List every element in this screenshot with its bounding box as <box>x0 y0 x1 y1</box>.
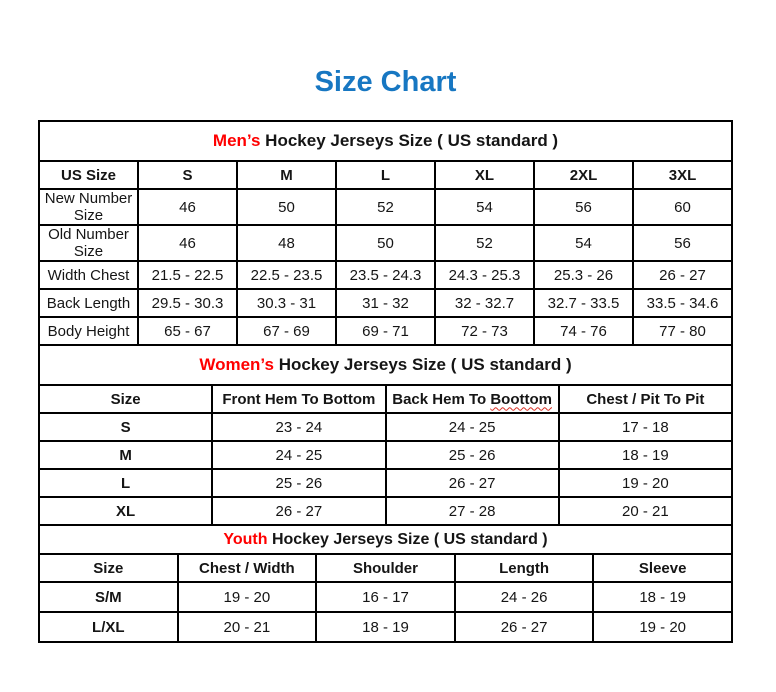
womens-data-cell: 19 - 20 <box>559 469 732 497</box>
mens-table-row <box>39 317 732 345</box>
mens-data-cell: 22.5 - 23.5 <box>237 261 336 289</box>
mens-section-banner <box>39 121 732 161</box>
youth-row-label: S/M <box>39 582 178 612</box>
womens-row-label: S <box>39 413 212 441</box>
womens-data-cell: 25 - 26 <box>212 469 385 497</box>
youth-column-header: Shoulder <box>316 554 455 582</box>
womens-banner-text: Hockey Jerseys Size ( US standard ) <box>273 355 572 374</box>
mens-table-row <box>39 189 732 225</box>
mens-data-cell: 56 <box>534 189 633 225</box>
womens-data-cell: 17 - 18 <box>559 413 732 441</box>
womens-column-header: Front Hem To Bottom <box>212 385 385 413</box>
youth-column-header: Sleeve <box>593 554 732 582</box>
womens-data-cell: 18 - 19 <box>559 441 732 469</box>
youth-data-cell: 16 - 17 <box>316 582 455 612</box>
mens-data-cell: 54 <box>435 189 534 225</box>
womens-size-table <box>38 344 733 526</box>
womens-table-row <box>39 497 732 525</box>
youth-data-cell: 18 - 19 <box>316 612 455 642</box>
mens-data-cell: 23.5 - 24.3 <box>336 261 435 289</box>
youth-banner-highlight: Youth <box>223 530 268 548</box>
youth-size-table <box>38 524 733 643</box>
youth-column-header: Length <box>455 554 594 582</box>
youth-data-cell: 24 - 26 <box>455 582 594 612</box>
mens-row-label: Old Number Size <box>39 225 138 261</box>
mens-data-cell: 56 <box>633 225 732 261</box>
mens-table-row <box>39 289 732 317</box>
mens-data-cell: 30.3 - 31 <box>237 289 336 317</box>
youth-section-banner <box>39 525 732 554</box>
womens-column-header: Back Hem To Boottom <box>386 385 559 413</box>
youth-data-cell: 26 - 27 <box>455 612 594 642</box>
youth-data-cell: 18 - 19 <box>593 582 732 612</box>
mens-data-cell: 46 <box>138 189 237 225</box>
womens-table-row <box>39 469 732 497</box>
womens-table-row <box>39 413 732 441</box>
mens-data-cell: 52 <box>336 189 435 225</box>
womens-row-label: XL <box>39 497 212 525</box>
womens-table-row <box>39 441 732 469</box>
mens-data-cell: 26 - 27 <box>633 261 732 289</box>
mens-data-cell: 74 - 76 <box>534 317 633 345</box>
mens-data-cell: 72 - 73 <box>435 317 534 345</box>
mens-row-label: Width Chest <box>39 261 138 289</box>
mens-data-cell: 50 <box>336 225 435 261</box>
womens-data-cell: 26 - 27 <box>386 469 559 497</box>
womens-row-label: L <box>39 469 212 497</box>
womens-column-header: Size <box>39 385 212 413</box>
womens-banner-highlight: Women’s <box>199 355 274 374</box>
mens-data-cell: 21.5 - 22.5 <box>138 261 237 289</box>
mens-data-cell: 50 <box>237 189 336 225</box>
youth-column-header: Chest / Width <box>178 554 317 582</box>
mens-data-cell: 48 <box>237 225 336 261</box>
womens-data-cell: 26 - 27 <box>212 497 385 525</box>
mens-column-header: S <box>138 161 237 189</box>
womens-data-cell: 25 - 26 <box>386 441 559 469</box>
mens-column-header: M <box>237 161 336 189</box>
womens-row-label: M <box>39 441 212 469</box>
mens-data-cell: 67 - 69 <box>237 317 336 345</box>
mens-banner-highlight: Men’s <box>212 131 261 150</box>
size-chart-tables <box>38 120 733 643</box>
womens-data-cell: 24 - 25 <box>386 413 559 441</box>
youth-data-cell: 20 - 21 <box>178 612 317 642</box>
womens-section-banner <box>39 345 732 385</box>
mens-data-cell: 69 - 71 <box>336 317 435 345</box>
mens-size-table <box>38 120 733 346</box>
youth-table-row <box>39 582 732 612</box>
mens-data-cell: 25.3 - 26 <box>534 261 633 289</box>
mens-data-cell: 31 - 32 <box>336 289 435 317</box>
mens-banner-text: Hockey Jerseys Size ( US standard ) <box>260 131 559 150</box>
mens-data-cell: 24.3 - 25.3 <box>435 261 534 289</box>
womens-column-header: Chest / Pit To Pit <box>559 385 732 413</box>
mens-column-header: 2XL <box>534 161 633 189</box>
youth-column-header: Size <box>39 554 178 582</box>
womens-misspelled-word: Boottom <box>490 390 552 408</box>
mens-column-header: XL <box>435 161 534 189</box>
mens-data-cell: 65 - 67 <box>138 317 237 345</box>
youth-table-row <box>39 612 732 642</box>
mens-row-label: Back Length <box>39 289 138 317</box>
mens-data-cell: 33.5 - 34.6 <box>633 289 732 317</box>
mens-row-label: New Number Size <box>39 189 138 225</box>
mens-column-header: US Size <box>39 161 138 189</box>
youth-data-cell: 19 - 20 <box>593 612 732 642</box>
mens-table-row <box>39 261 732 289</box>
womens-data-cell: 20 - 21 <box>559 497 732 525</box>
mens-table-row <box>39 225 732 261</box>
womens-data-cell: 24 - 25 <box>212 441 385 469</box>
mens-data-cell: 77 - 80 <box>633 317 732 345</box>
mens-data-cell: 32.7 - 33.5 <box>534 289 633 317</box>
youth-banner-text: Hockey Jerseys Size ( US standard ) <box>267 530 548 548</box>
mens-data-cell: 46 <box>138 225 237 261</box>
mens-data-cell: 29.5 - 30.3 <box>138 289 237 317</box>
youth-row-label: L/XL <box>39 612 178 642</box>
mens-column-header: L <box>336 161 435 189</box>
mens-column-header: 3XL <box>633 161 732 189</box>
mens-data-cell: 54 <box>534 225 633 261</box>
mens-data-cell: 60 <box>633 189 732 225</box>
youth-data-cell: 19 - 20 <box>178 582 317 612</box>
womens-data-cell: 27 - 28 <box>386 497 559 525</box>
womens-data-cell: 23 - 24 <box>212 413 385 441</box>
mens-row-label: Body Height <box>39 317 138 345</box>
mens-data-cell: 52 <box>435 225 534 261</box>
page-title: Size Chart <box>314 66 457 98</box>
mens-data-cell: 32 - 32.7 <box>435 289 534 317</box>
